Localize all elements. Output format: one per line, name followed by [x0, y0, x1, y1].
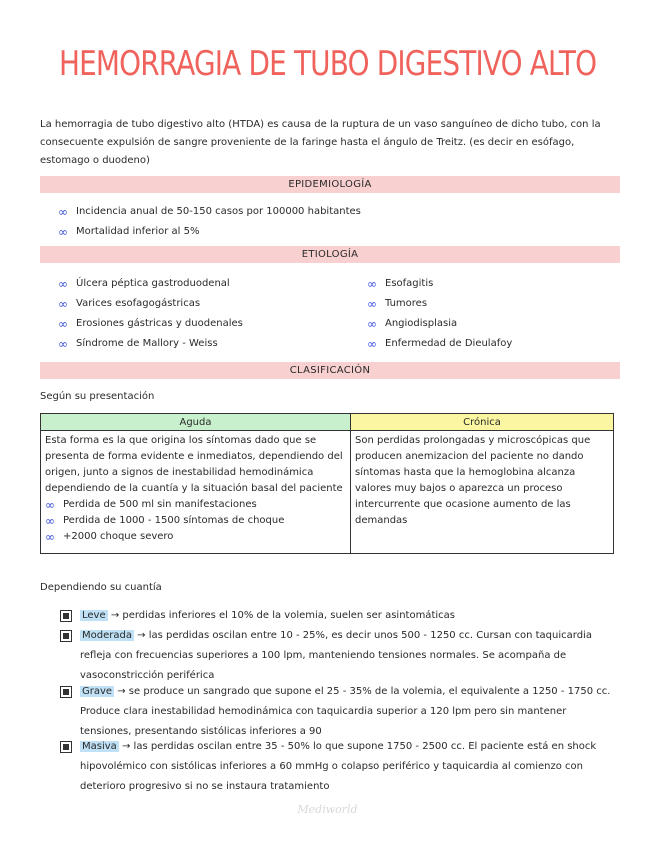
list-item [45, 513, 346, 529]
list-item-text: Perdida de 500 ml sin manifestaciones [63, 499, 257, 510]
list-item-text: Incidencia anual de 50-150 casos por 100000 habitantes [76, 206, 361, 217]
section-heading-clasificacion: CLASIFICACIÓN [40, 362, 620, 379]
list-item-text: Enfermedad de Dieulafoy [385, 338, 513, 349]
infinity-icon: ∞ [58, 205, 68, 219]
infinity-icon: ∞ [45, 498, 55, 512]
infinity-icon: ∞ [367, 297, 377, 311]
checkbox-icon [60, 610, 72, 622]
severity-text: → las perdidas oscilan entre 35 - 50% lo que supone 1750 - 2500 cc. El paciente está en shock hipovolémico con sistólicas inferiores a 60 mmHg o colapso periférico y taquicardia al comienzo con deterioro progresivo si no se instaura tratamiento [80, 741, 597, 792]
list-item-text: Perdida de 1000 - 1500 síntomas de choque [63, 515, 285, 526]
list-item [367, 314, 512, 334]
severity-label: Grave [82, 686, 113, 697]
table-header-row [41, 414, 614, 431]
list-item-text: Esofagitis [385, 278, 434, 289]
severity-label: Leve [82, 610, 106, 621]
severity-label: Moderada [82, 630, 132, 641]
page-title: HEMORRAGIA DE TUBO DIGESTIVO ALTO [58, 44, 597, 84]
aguda-cell [41, 431, 351, 554]
infinity-icon: ∞ [45, 514, 55, 528]
classification-table [40, 413, 614, 554]
list-item-text: Mortalidad inferior al 5% [76, 226, 200, 237]
list-item [58, 314, 243, 334]
etiologia-list-right [367, 274, 512, 354]
list-item-text: Angiodisplasia [385, 318, 458, 329]
table-row [41, 431, 614, 554]
severity-item-masiva [60, 737, 620, 797]
list-item [58, 274, 243, 294]
cronica-header: Crónica [351, 414, 614, 431]
list-item-text: Úlcera péptica gastroduodenal [76, 278, 230, 289]
list-item [45, 497, 346, 513]
subheading-cuantia: Dependiendo su cuantía [40, 582, 162, 593]
list-item [58, 202, 361, 222]
checkbox-icon [60, 630, 72, 642]
watermark: Mediworld [297, 803, 358, 816]
severity-item-moderada [60, 626, 620, 686]
list-item [367, 334, 512, 354]
severity-item-leve [60, 606, 620, 626]
list-item-text: Varices esofagogástricas [76, 298, 201, 309]
severity-text: → las perdidas oscilan entre 10 - 25%, es decir unos 500 - 1250 cc. Cursan con taquicardia refleja con frecuencias superiores a 100 lpm, manteniendo tensiones normales. Se acompaña de vasoconstricción periférica [80, 630, 592, 681]
severity-text: → se produce un sangrado que supone el 25 - 35% de la volemia, el equivalente a 1250 - 1750 cc. Produce clara inestabilidad hemodinámica con taquicardia superior a 120 lpm pero sin mantener tensiones, presentando sistólicas inferiores a 90 [80, 686, 611, 737]
aguda-header: Aguda [41, 414, 351, 431]
list-item-text: Tumores [385, 298, 428, 309]
subheading-presentacion: Según su presentación [40, 391, 155, 402]
list-item-text: Erosiones gástricas y duodenales [76, 318, 243, 329]
infinity-icon: ∞ [58, 337, 68, 351]
list-item [45, 529, 346, 545]
infinity-icon: ∞ [58, 317, 68, 331]
infinity-icon: ∞ [58, 277, 68, 291]
severity-text: → perdidas inferiores el 10% de la volemia, suelen ser asintomáticas [110, 610, 455, 621]
cronica-cell [351, 431, 614, 554]
infinity-icon: ∞ [58, 297, 68, 311]
infinity-icon: ∞ [367, 337, 377, 351]
intro-paragraph: La hemorragia de tubo digestivo alto (HTDA) es causa de la ruptura de un vaso sanguíneo de dicho tubo, con la consecuente expulsión de sangre proveniente de la faringe hasta el ángulo de Treitz. (es decir en esófago, estomago o duodeno) [40, 119, 601, 166]
checkbox-icon [60, 741, 72, 753]
severity-label: Masiva [82, 741, 117, 752]
list-item [58, 294, 243, 314]
infinity-icon: ∞ [367, 277, 377, 291]
epidemiologia-list [58, 202, 361, 242]
checkbox-icon [60, 686, 72, 698]
etiologia-list-left [58, 274, 243, 354]
cronica-text: Son perdidas prolongadas y microscópicas que producen anemizacion del paciente no dando síntomas hasta que la hemoglobina alcanza valores muy bajos o aparezca un proceso intercurrente que ocasione aumento de las demandas [355, 435, 591, 526]
list-item-text: Síndrome de Mallory - Weiss [76, 338, 218, 349]
list-item [367, 294, 512, 314]
infinity-icon: ∞ [367, 317, 377, 331]
severity-item-grave [60, 682, 620, 742]
aguda-text: Esta forma es la que origina los síntomas dado que se presenta de forma evidente e inmediatos, dependiendo del origen, junto a signos de inestabilidad hemodinámica dependiendo de la cuantía y la situación basal del paciente [45, 435, 343, 494]
list-item [367, 274, 512, 294]
list-item [58, 222, 361, 242]
list-item [58, 334, 243, 354]
section-heading-epidemiologia: EPIDEMIOLOGÍA [40, 176, 620, 193]
infinity-icon: ∞ [45, 530, 55, 544]
section-heading-etiologia: ETIOLOGÍA [40, 246, 620, 263]
infinity-icon: ∞ [58, 225, 68, 239]
list-item-text: +2000 choque severo [63, 531, 174, 542]
